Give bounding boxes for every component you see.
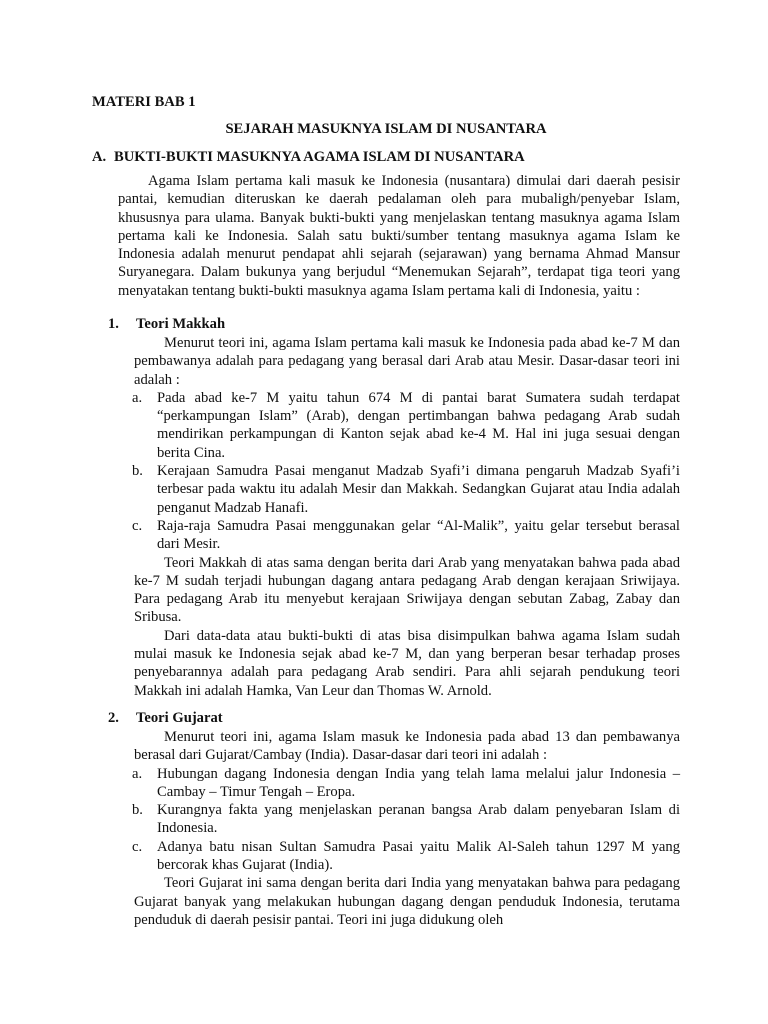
document-label: MATERI BAB 1 (92, 94, 196, 110)
list-marker: a. (132, 765, 143, 782)
list-item (134, 838, 680, 875)
list-item (134, 462, 680, 517)
list-marker: a. (132, 389, 143, 406)
list-item-text: Adanya batu nisan Sultan Samudra Pasai yaitu Malik Al-Saleh tahun 1297 M yang bercorak khas Gujarat (India). (157, 838, 680, 874)
teori-gujarat-heading (108, 710, 223, 727)
document-title: SEJARAH MASUKNYA ISLAM DI NUSANTARA (225, 121, 547, 137)
list-marker: b. (132, 463, 143, 480)
teori-gujarat-intro: Menurut teori ini, agama Islam masuk ke Indonesia pada abad 13 dan pembawanya berasal dari Gujarat/Cambay (India). Dasar-dasar dari teori ini adalah : (134, 729, 680, 764)
teori-makkah-paragraph-1: Teori Makkah di atas sama dengan berita dari Arab yang menyatakan bahwa pada abad ke-7 M sudah terjadi hubungan dagang antara pedagang Arab dengan kerajaan Sriwijaya. Para pedagang Arab itu menyebut kerajaan Sriwijaya dengan sebutan Zabag, Zabay dan Sribusa. (134, 554, 680, 626)
list-item (134, 801, 680, 838)
teori-makkah-heading (108, 316, 225, 333)
teori-gujarat-body (134, 728, 680, 929)
section-a-intro-block (118, 172, 680, 300)
teori-gujarat-title: Teori Gujarat (136, 710, 223, 726)
section-a-heading (92, 149, 525, 166)
teori-gujarat-paragraph-1: Teori Gujarat ini sama dengan berita dari India yang menyatakan bahwa para pedagang Gujarat banyak yang melakukan hubungan dagang dengan penduduk Indonesia, terutama penduduk di daerah pesisir pantai. Teori ini juga didukung oleh (134, 875, 680, 928)
list-item (134, 517, 680, 554)
section-a-title: BUKTI-BUKTI MASUKNYA AGAMA ISLAM DI NUSANTARA (114, 149, 525, 165)
teori-gujarat-number: 2. (108, 710, 119, 726)
teori-makkah-number: 1. (108, 316, 119, 332)
section-a-letter: A. (92, 149, 107, 165)
list-marker: c. (132, 517, 143, 534)
list-item (134, 765, 680, 802)
list-item-text: Pada abad ke-7 M yaitu tahun 674 M di pantai barat Sumatera sudah terdapat “perkampungan Islam” (Arab), dengan pertimbangan bahwa pedagang Arab sudah mendirikan perkampungan di Kanton sejak abad ke-4 M. Hal ini juga sesuai dengan berita Cina. (157, 389, 680, 461)
teori-makkah-list (134, 389, 680, 554)
list-item (134, 389, 680, 462)
teori-makkah-paragraph-2: Dari data-data atau bukti-bukti di atas bisa disimpulkan bahwa agama Islam sudah mulai masuk ke Indonesia sejak abad ke-7 M, dan yang berperan besar terhadap proses penyebarannya adalah para pedagang Arab sendiri. Para ahli sejarah pendukung teori Makkah ini adalah Hamka, Van Leur dan Thomas W. Arnold. (134, 627, 680, 699)
teori-makkah-intro: Menurut teori ini, agama Islam pertama kali masuk ke Indonesia pada abad ke-7 M dan pembawanya adalah para pedagang yang berasal dari Arab atau Mesir. Dasar-dasar teori ini adalah : (134, 335, 680, 388)
teori-gujarat-list (134, 765, 680, 875)
list-item-text: Kurangnya fakta yang menjelaskan peranan bangsa Arab dalam penyebaran Islam di Indonesia. (157, 802, 680, 837)
teori-makkah-body (134, 334, 680, 700)
list-item-text: Raja-raja Samudra Pasai menggunakan gelar “Al-Malik”, yaitu gelar tersebut berasal dari Mesir. (157, 517, 680, 553)
list-item-text: Kerajaan Samudra Pasai menganut Madzab Syafi’i dimana pengaruh Madzab Syafi’i terbesar pada waktu itu adalah Mesir dan Makkah. Sedangkan Gujarat atau India adalah penganut Madzab Hanafi. (157, 463, 680, 516)
section-a-intro-paragraph: Agama Islam pertama kali masuk ke Indonesia (nusantara) dimulai dari daerah pesisir pantai, kemudian diteruskan ke daerah pedalaman oleh para mubaligh/penyebar Islam, khususnya para ulama. Banyak bukti-bukti yang menjelaskan tentang masuknya agama Islam pertama kali ke Indonesia. Salah satu bukti/sumber tentang masuknya agama Islam ke Indonesia adalah menurut pendapat ahli sejarah (sejarawan) yang bernama Ahmad Mansur Suryanegara. Dalam bukunya yang berjudul “Menemukan Sejarah”, terdapat tiga teori yang menyatakan tentang bukti-bukti masuknya agama Islam pertama kali di Indonesia, yaitu : (118, 173, 680, 299)
list-item-text: Hubungan dagang Indonesia dengan India yang telah lama melalui jalur Indonesia – Cambay – Timur Tengah – Eropa. (157, 765, 680, 800)
list-marker: b. (132, 802, 143, 819)
teori-makkah-title: Teori Makkah (136, 316, 226, 332)
list-marker: c. (132, 838, 143, 855)
